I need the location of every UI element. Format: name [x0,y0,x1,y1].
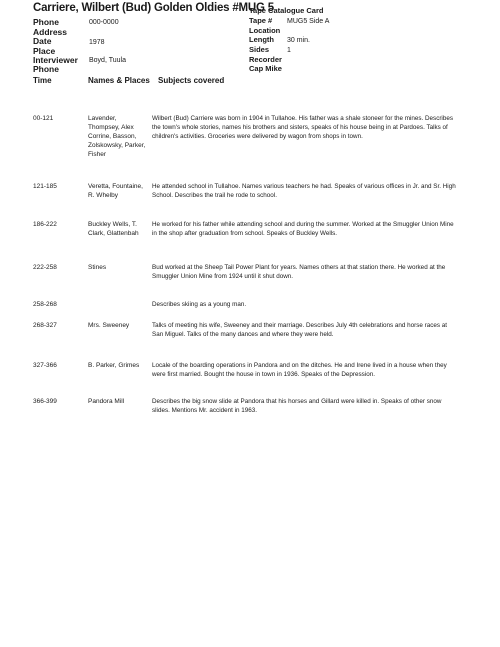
length-value: 30 min. [287,37,310,44]
table-row-names: Lavender, Thompsey, Alex Corrine, Basson, Zolskowsky, Parker, Fisher [88,115,146,158]
interviewer-label: Interviewer [33,55,78,65]
cap-mike-label: Cap Mike [249,64,282,73]
table-row-time: 222-258 [33,264,57,271]
tape-number-label: Tape # [249,16,273,25]
interviewer-phone-label: Phone [33,64,59,74]
sides-label: Sides [249,45,270,54]
address-label: Address [33,27,68,37]
phone-value: 000-0000 [89,19,119,26]
place-label: Place [33,46,56,56]
tape-number-value: MUG5 Side A [287,18,330,25]
table-row-subject: Wilbert (Bud) Carriere was born in 1904 in Tullahoe. His father was a shale stoneer for the mines. Describes the town's whole stories, names his brothers and sisters, speaks of his house being in at Pardoes. Talks of children's activities. Groceries were delivered by wagon from shops in town. [152,115,453,141]
table-row-names: Stines [88,264,107,271]
column-header-names: Names & Places [88,76,150,85]
recorder-label: Recorder [249,55,282,64]
table-row-time: 366-399 [33,398,57,405]
table-row-subject: Describes the big snow slide at Pandora that his horses and Gillard were killed in. Speaks of other snow slides. Mentions Mr. accident in 1963. [152,398,442,415]
table-row-time: 186-222 [33,221,57,228]
table-row-names: B. Parker, Grimes [88,362,140,369]
table-row-names: Mrs. Sweeney [88,322,130,329]
table-row-subject: He attended school in Tullahoe. Names various teachers he had. Speaks of various offices in Jr. and Sr. High School. Describes the trail he rode to school. [152,183,456,200]
table-row-subject: Locale of the boarding operations in Pandora and on the ditches. He and Irene lived in a house when they were first married. Bought the house in town in 1936. Speaks of the Depression. [152,362,447,379]
date-value: 1978 [89,39,105,46]
table-row-time: 121-185 [33,183,57,190]
page-title: Carriere, Wilbert (Bud) Golden Oldies #MUG 5 [33,2,274,14]
table-row-time: 268-327 [33,322,57,329]
date-label: Date [33,36,52,46]
table-row-time: 00-121 [33,115,54,122]
location-label: Location [249,26,281,35]
length-label: Length [249,35,274,44]
phone-label: Phone [33,17,59,27]
table-row-subject: Bud worked at the Sheep Tail Power Plant for years. Names others at that station there. He worked at the Smuggler Union Mine from 1924 until it shut down. [152,264,446,281]
table-row-subject: He worked for his father while attending school and during the summer. Worked at the Smuggler Union Mine in the shop after graduation from school. Speaks of Buckley Wells. [152,221,454,238]
column-header-time: Time [33,76,52,85]
table-row-subject: Describes skiing as a young man. [152,301,247,308]
table-row-time: 327-366 [33,362,57,369]
column-header-subjects: Subjects covered [158,76,225,85]
table-row-names: Buckley Wells, T. Clark, Glattenbah [88,221,139,237]
interviewer-value: Boyd, Tuula [89,57,126,64]
sides-value: 1 [287,47,291,54]
table-row-time: 258-268 [33,301,57,308]
table-row-subject: Talks of meeting his wife, Sweeney and their marriage. Describes July 4th celebrations and horse races at San Miguel. Talks of the many dances and where they were held. [152,322,448,339]
table-row-names: Veretta, Fountaine, R. Whelby [88,183,143,199]
tape-catalogue-label: Tape Catalogue Card [249,6,324,15]
table-row-names: Pandora Mill [88,398,125,405]
